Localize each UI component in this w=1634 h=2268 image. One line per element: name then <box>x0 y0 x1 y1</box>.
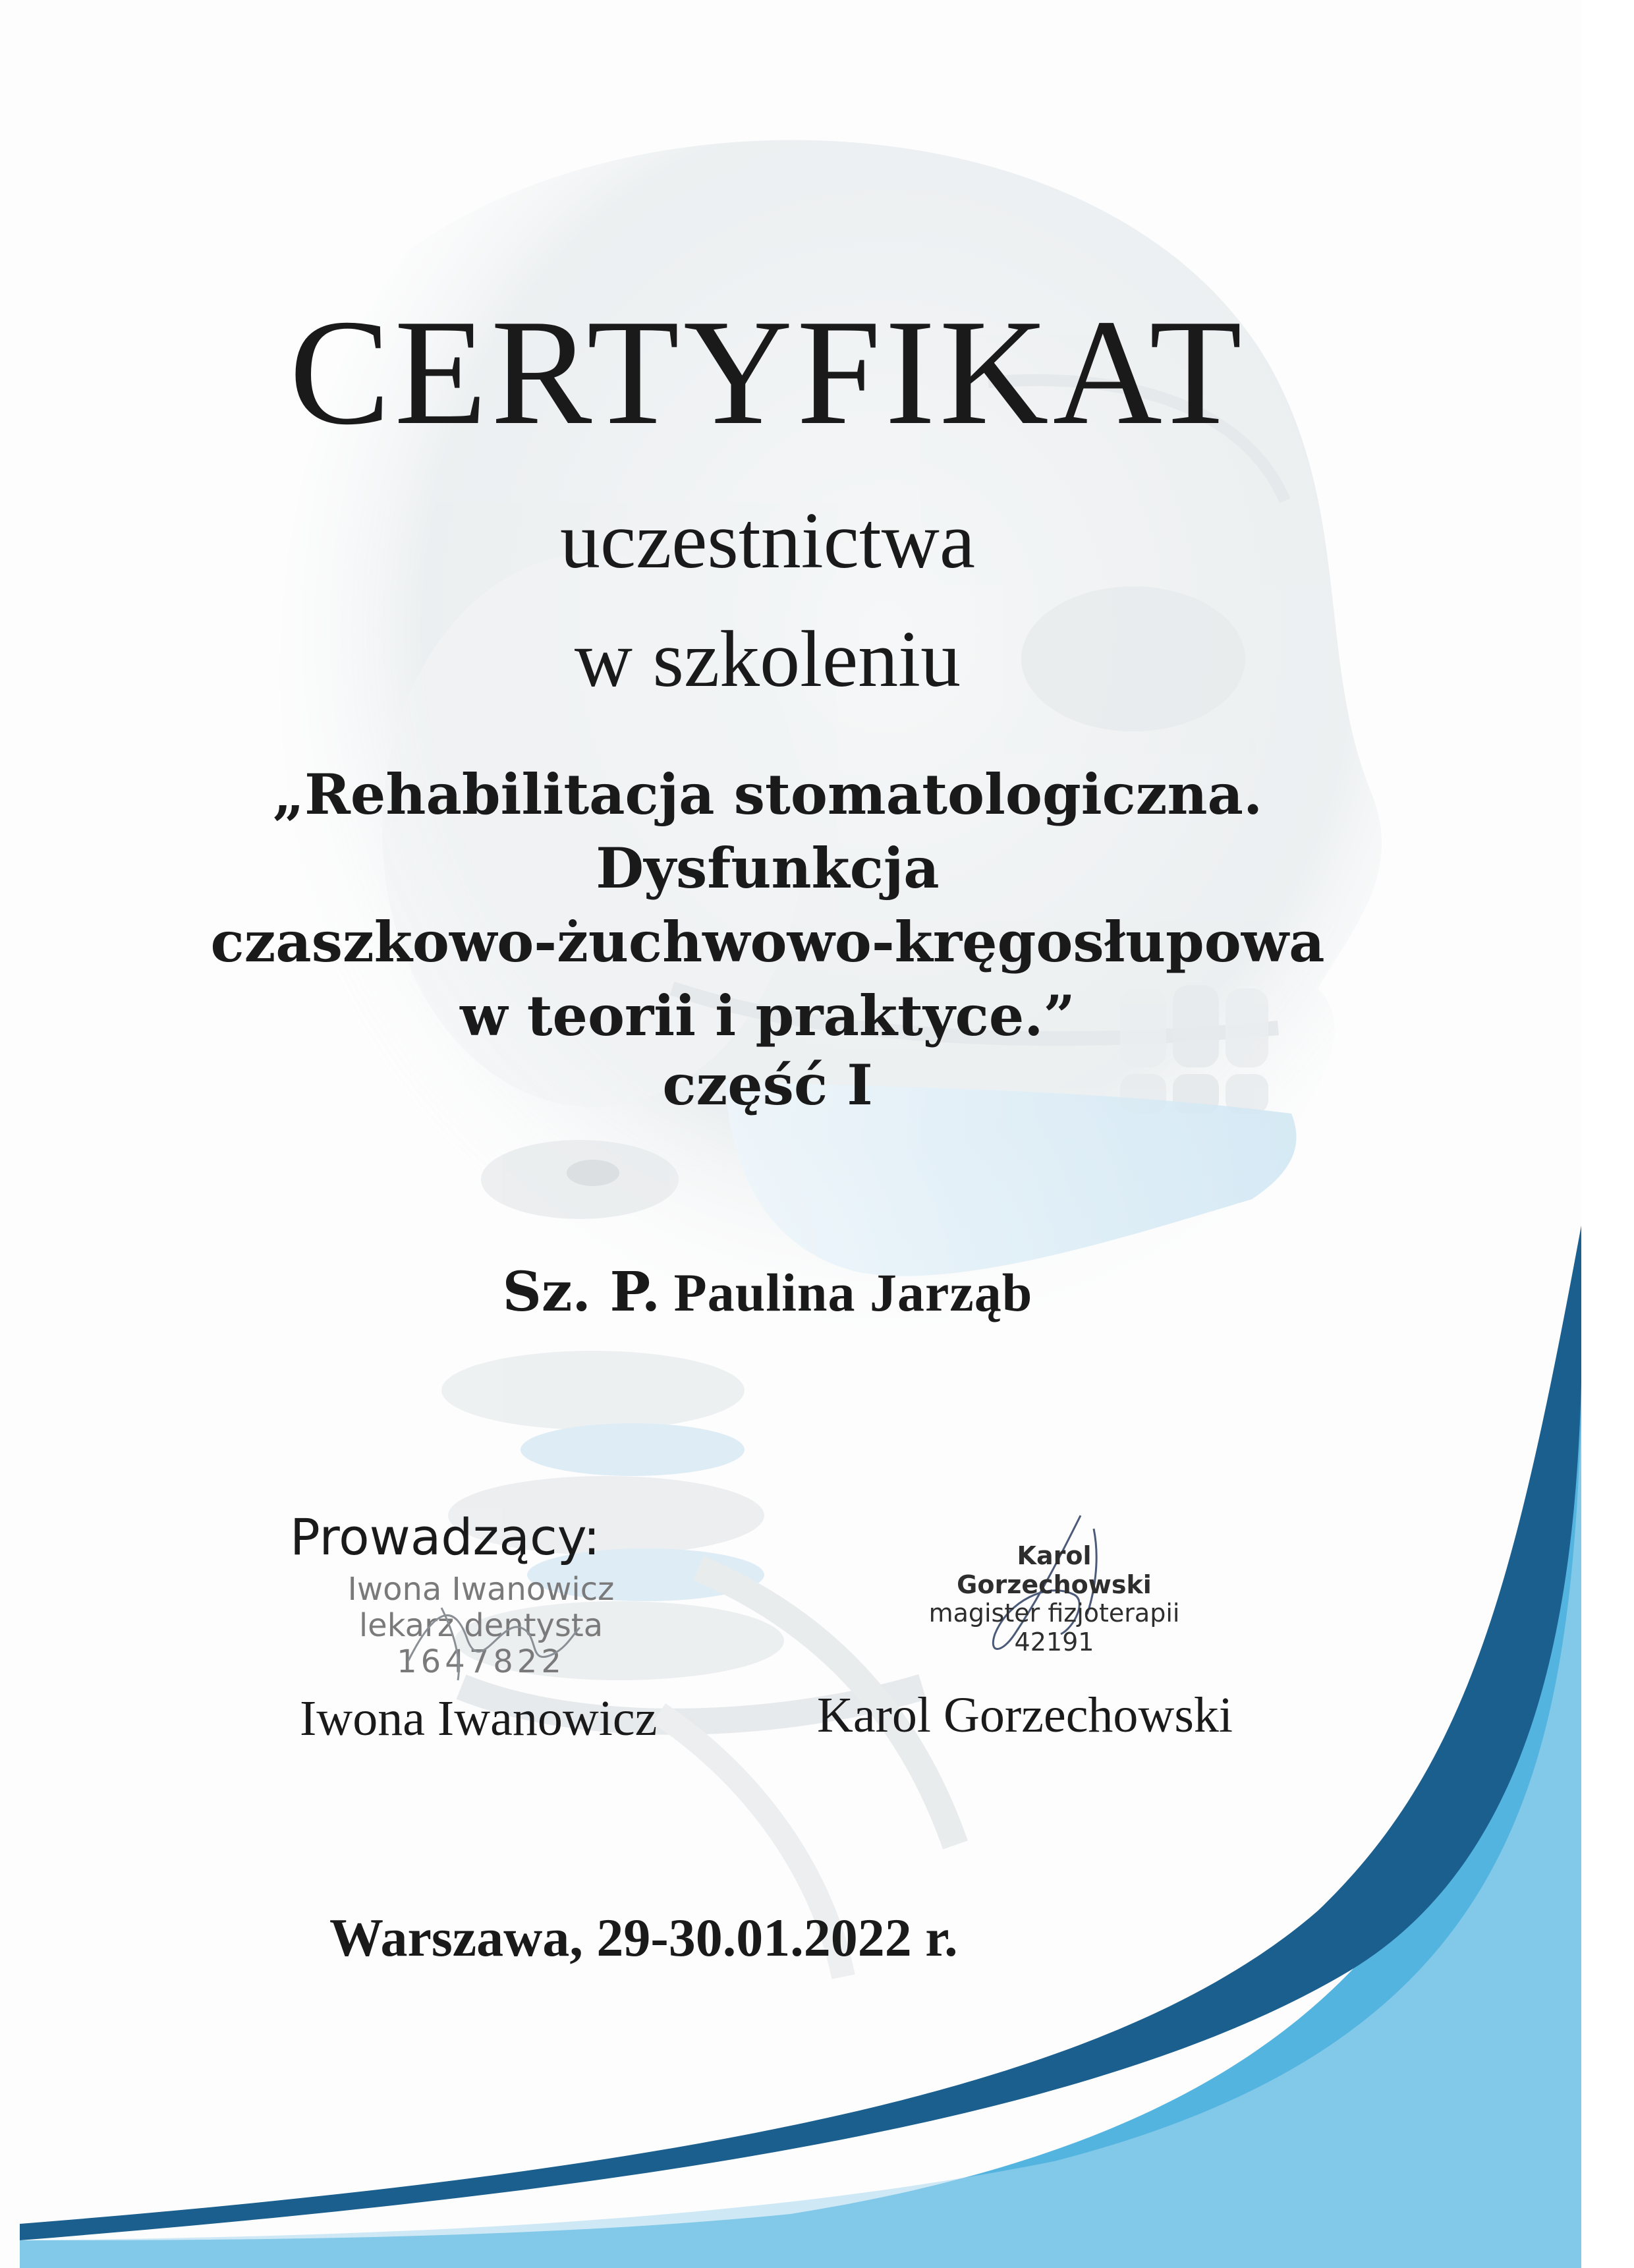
subtitle-participation: uczestnictwa <box>559 496 975 585</box>
right-edge-strip <box>1581 0 1634 2268</box>
recipient-prefix: Sz. P. <box>502 1261 661 1324</box>
stamp-line: 42191 <box>1014 1628 1094 1657</box>
stamp-line: lekarz dentysta <box>358 1607 604 1645</box>
course-title-line: „Rehabilitacja stomatologiczna. <box>272 762 1263 827</box>
recipient <box>0 1261 1535 1324</box>
recipient-name: Paulina Jarząb <box>673 1262 1033 1322</box>
leaders-label: Prowadzący: <box>290 1508 600 1566</box>
course-title-line: Dysfunkcja <box>596 836 940 901</box>
signatory-name-iwanowicz: Iwona Iwanowicz <box>300 1691 658 1746</box>
place-and-date: Warszawa, 29-30.01.2022 r. <box>329 1908 958 1968</box>
stamp-line: 1647822 <box>397 1643 565 1681</box>
stamp-gorzechowski <box>916 1542 1193 1657</box>
subtitle-training: w szkoleniu <box>574 615 961 704</box>
course-part: część I <box>662 1052 873 1118</box>
course-title-line: czaszkowo-żuchwowo-kręgosłupowa <box>210 909 1325 975</box>
signatory-name-gorzechowski: Karol Gorzechowski <box>817 1687 1233 1743</box>
course-title-line: w teorii i praktyce.” <box>460 983 1075 1048</box>
stamp-line: magister fizjoterapii <box>928 1599 1180 1628</box>
stamp-line: Karol Gorzechowski <box>957 1541 1152 1599</box>
signature-iwanowicz <box>395 1581 593 1687</box>
certificate-title: CERTYFIKAT <box>289 288 1246 456</box>
course-title <box>0 758 1535 1053</box>
stamp-line: Iwona Iwanowicz <box>347 1571 615 1608</box>
